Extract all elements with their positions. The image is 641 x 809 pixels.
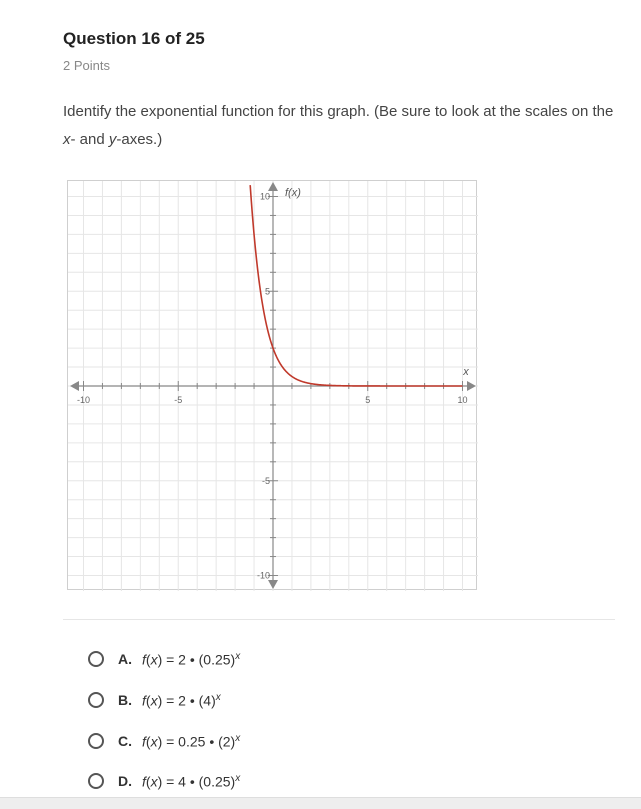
- question-prompt: Identify the exponential function for this graph. (Be sure to look at the scales on the x- and y-axes.): [63, 103, 614, 148]
- radio-button-icon[interactable]: [88, 692, 104, 708]
- radio-button-icon[interactable]: [88, 773, 104, 789]
- choice-equation: f(x) = 2 • $(0.25)^x$: [142, 650, 241, 668]
- y-tick-label: -10: [256, 570, 270, 581]
- x-tick-label: -10: [76, 395, 91, 405]
- function-graph: [67, 180, 477, 590]
- radio-button-icon[interactable]: [88, 733, 104, 749]
- y-axis-arrow-up-icon: [268, 182, 278, 191]
- question-points: 2 Points: [63, 58, 110, 73]
- choice-c[interactable]: [88, 729, 240, 753]
- x-axis-arrow-left-icon: [70, 381, 79, 391]
- y-axis-label: f(x): [285, 187, 301, 199]
- radio-button-icon[interactable]: [88, 651, 104, 667]
- choice-equation: f(x) = 0.25 • $(2)^x$: [142, 732, 241, 750]
- bottom-bar: [0, 797, 641, 809]
- choice-a[interactable]: [88, 647, 240, 671]
- y-axis-arrow-down-icon: [268, 580, 278, 589]
- x-axis-arrow-right-icon: [467, 381, 476, 391]
- choice-equation: f(x) = 4 • $(0.25)^x$: [142, 772, 241, 790]
- question-title: Question 16 of 25: [63, 29, 205, 48]
- y-tick-label: -5: [261, 475, 270, 486]
- choice-equation: f(x) = 2 • $(4)^x$: [142, 691, 221, 709]
- x-tick-label: 10: [457, 395, 468, 405]
- choice-d[interactable]: [88, 769, 240, 793]
- y-tick-label: 5: [264, 286, 270, 297]
- x-tick-label: 5: [365, 395, 371, 405]
- y-tick-label: 10: [259, 191, 270, 202]
- choice-letter: B.: [118, 692, 132, 708]
- choice-letter: D.: [118, 773, 132, 789]
- choice-letter: A.: [118, 651, 132, 667]
- x-tick-label: -5: [174, 395, 183, 405]
- choice-b[interactable]: [88, 688, 221, 712]
- x-axis-label: x: [463, 366, 469, 378]
- divider: [63, 619, 615, 620]
- graph-canvas: [68, 181, 478, 591]
- choice-letter: C.: [118, 733, 132, 749]
